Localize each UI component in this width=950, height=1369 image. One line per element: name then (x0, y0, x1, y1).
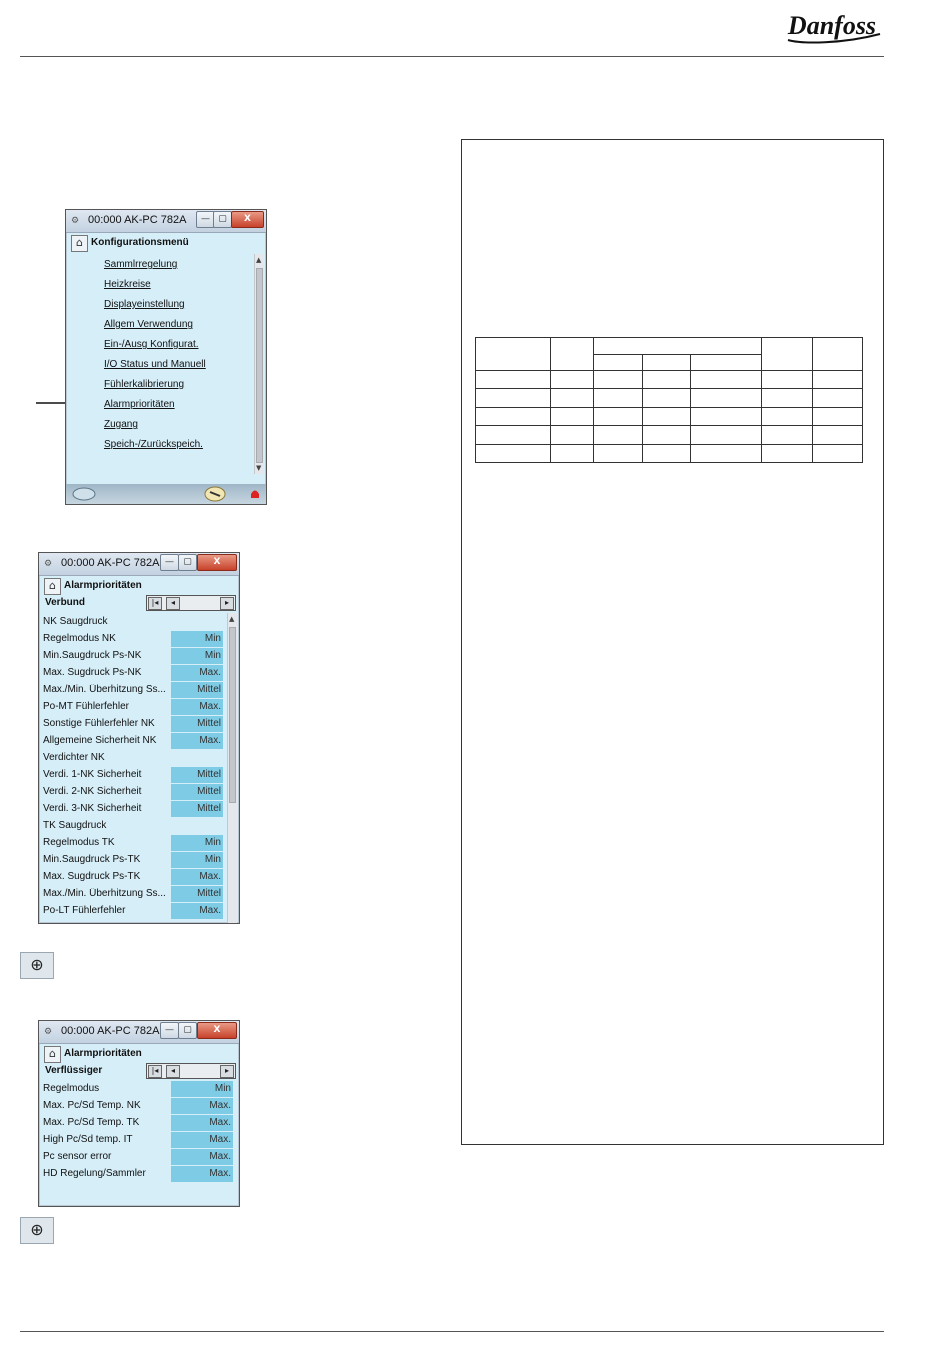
row-label: Max./Min. Überhitzung Ss... (43, 684, 166, 695)
minimize-button[interactable]: — (196, 211, 215, 228)
section-navigator[interactable] (146, 1063, 236, 1079)
maximize-button[interactable]: ▢ (213, 211, 232, 228)
danfoss-logo (782, 4, 886, 48)
row-label: Verdichter NK (43, 752, 105, 763)
menu-item-displayeinstellung[interactable]: Displayeinstellung (104, 299, 185, 310)
row-label: Po-LT Fühlerfehler (43, 905, 126, 916)
alarm-bell-icon[interactable] (249, 487, 261, 501)
table-row (476, 389, 863, 407)
titlebar (39, 553, 239, 576)
priority-value[interactable]: Mittel (171, 716, 223, 732)
menu-item-speich-zurueckspeich[interactable]: Speich-/Zurückspeich. (104, 439, 203, 450)
priority-value[interactable]: Max. (171, 869, 223, 885)
priority-value[interactable]: Min (171, 631, 223, 647)
table-cell (593, 355, 642, 371)
table-row (476, 407, 863, 425)
table-cell (593, 338, 762, 355)
row-label: Max. Sugdruck Ps-TK (43, 871, 141, 882)
scrollbar[interactable] (227, 613, 237, 923)
row-label: NK Saugdruck (43, 616, 108, 627)
row-label: Regelmodus (43, 1083, 100, 1094)
row-label: Max./Min. Überhitzung Ss... (43, 888, 166, 899)
priority-value[interactable]: Max. (171, 903, 223, 919)
maximize-button[interactable]: ▢ (178, 1022, 197, 1039)
row-label: Sonstige Fühlerfehler NK (43, 718, 155, 729)
priority-value[interactable]: Max. (171, 1115, 233, 1131)
titlebar (66, 210, 266, 233)
row-label: Allgemeine Sicherheit NK (43, 735, 157, 746)
back-icon[interactable] (72, 487, 96, 501)
menu-item-io-status[interactable]: I/O Status und Manuell (104, 359, 206, 370)
menu-item-allgem-verwendung[interactable]: Allgem Verwendung (104, 319, 193, 330)
menu-header: Konfigurationsmenü (91, 237, 189, 248)
home-icon[interactable]: ⌂ (71, 235, 88, 252)
section-label: Verbund (45, 597, 86, 608)
priority-value[interactable]: Mittel (171, 784, 223, 800)
menu-item-ein-ausg-konfigurat[interactable]: Ein-/Ausg Konfigurat. (104, 339, 199, 350)
prev-icon[interactable]: ◂ (166, 1065, 180, 1078)
row-label: Regelmodus NK (43, 633, 116, 644)
priority-value[interactable]: Max. (171, 699, 223, 715)
close-button[interactable]: X (197, 1022, 237, 1039)
menu-item-alarmprioritaeten[interactable]: Alarmprioritäten (104, 399, 175, 410)
footer-rule (20, 1331, 884, 1332)
priority-value[interactable]: Mittel (171, 682, 223, 698)
home-icon[interactable]: ⌂ (44, 1046, 61, 1063)
row-label: HD Regelung/Sammler (43, 1168, 146, 1179)
priority-value[interactable]: Max. (171, 733, 223, 749)
priority-table (475, 337, 863, 463)
row-label: Regelmodus TK (43, 837, 115, 848)
next-icon[interactable]: ▸ (220, 597, 234, 610)
row-label: TK Saugdruck (43, 820, 107, 831)
section-label: Verflüssiger (45, 1065, 103, 1076)
screen-header: Alarmprioritäten (64, 580, 142, 591)
svg-text:Danfoss: Danfoss (787, 11, 877, 40)
alarm-priorities-verfluessiger-window (38, 1020, 240, 1207)
priority-value[interactable]: Mittel (171, 767, 223, 783)
table-row (476, 426, 863, 444)
menu-item-heizkreise[interactable]: Heizkreise (104, 279, 151, 290)
wrench-icon[interactable] (204, 486, 226, 502)
config-menu-window (65, 209, 267, 505)
table-cell (642, 355, 691, 371)
scrollbar[interactable] (254, 254, 264, 474)
row-label: Max. Pc/Sd Temp. TK (43, 1117, 140, 1128)
window-title: 00:000 AK-PC 782A (88, 214, 187, 226)
priority-value[interactable]: Max. (171, 1149, 233, 1165)
plus-icon[interactable]: ⊕ (20, 952, 54, 979)
info-panel (461, 139, 884, 1145)
priority-value[interactable]: Mittel (171, 801, 223, 817)
minimize-button[interactable]: — (160, 1022, 179, 1039)
screen-header: Alarmprioritäten (64, 1048, 142, 1059)
maximize-button[interactable]: ▢ (178, 554, 197, 571)
priority-value[interactable]: Max. (171, 665, 223, 681)
row-label: Min.Saugdruck Ps-TK (43, 854, 141, 865)
menu-item-sammlrregelung[interactable]: Sammlrregelung (104, 259, 178, 270)
scroll-up-icon[interactable]: ▲ (256, 256, 262, 264)
home-icon[interactable]: ⌂ (44, 578, 61, 595)
table-cell (550, 338, 593, 371)
scroll-thumb[interactable] (256, 268, 263, 463)
table-cell (762, 338, 813, 371)
row-label: Verdi. 3-NK Sicherheit (43, 803, 142, 814)
menu-item-fuehlerkalibrierung[interactable]: Fühlerkalibrierung (104, 379, 185, 390)
priority-value[interactable]: Min (171, 835, 223, 851)
bottom-toolbar (66, 484, 266, 504)
close-button[interactable]: X (197, 554, 237, 571)
prev-icon[interactable]: ◂ (166, 597, 180, 610)
header-rule (20, 56, 884, 57)
window-title: 00:000 AK-PC 782A (61, 557, 160, 569)
scroll-up-icon[interactable]: ▲ (229, 615, 235, 623)
app-icon: ⚙ (44, 559, 53, 569)
row-label: Min.Saugdruck Ps-NK (43, 650, 142, 661)
scroll-down-icon[interactable]: ▼ (256, 464, 262, 472)
table-cell (476, 338, 551, 371)
table-row (476, 444, 863, 462)
window-title: 00:000 AK-PC 782A (61, 1025, 160, 1037)
first-icon[interactable]: |◂ (148, 597, 162, 610)
app-icon: ⚙ (71, 216, 80, 226)
priority-value[interactable]: Max. (171, 1132, 233, 1148)
priority-value[interactable]: Min (171, 852, 223, 868)
close-button[interactable]: X (231, 211, 264, 228)
plus-icon[interactable]: ⊕ (20, 1217, 54, 1244)
app-icon: ⚙ (44, 1027, 53, 1037)
row-label: Max. Sugdruck Ps-NK (43, 667, 142, 678)
row-label: Pc sensor error (43, 1151, 112, 1162)
priority-value[interactable]: Min (171, 648, 223, 664)
row-label: Verdi. 2-NK Sicherheit (43, 786, 142, 797)
priority-value[interactable]: Max. (171, 1166, 233, 1182)
first-icon[interactable]: |◂ (148, 1065, 162, 1078)
titlebar (39, 1021, 239, 1044)
row-label: Max. Pc/Sd Temp. NK (43, 1100, 141, 1111)
section-navigator[interactable] (146, 595, 236, 611)
menu-item-zugang[interactable]: Zugang (104, 419, 138, 430)
priority-value[interactable]: Mittel (171, 886, 223, 902)
table-cell (691, 355, 762, 371)
alarm-priorities-verbund-window (38, 552, 240, 924)
row-label: High Pc/Sd temp. IT (43, 1134, 133, 1145)
priority-value[interactable]: Min (171, 1081, 233, 1097)
priority-value[interactable]: Max. (171, 1098, 233, 1114)
row-label: Po-MT Fühlerfehler (43, 701, 129, 712)
minimize-button[interactable]: — (160, 554, 179, 571)
row-label: Verdi. 1-NK Sicherheit (43, 769, 142, 780)
scroll-thumb[interactable] (229, 627, 236, 803)
table-cell (813, 338, 863, 371)
table-row (476, 371, 863, 389)
next-icon[interactable]: ▸ (220, 1065, 234, 1078)
